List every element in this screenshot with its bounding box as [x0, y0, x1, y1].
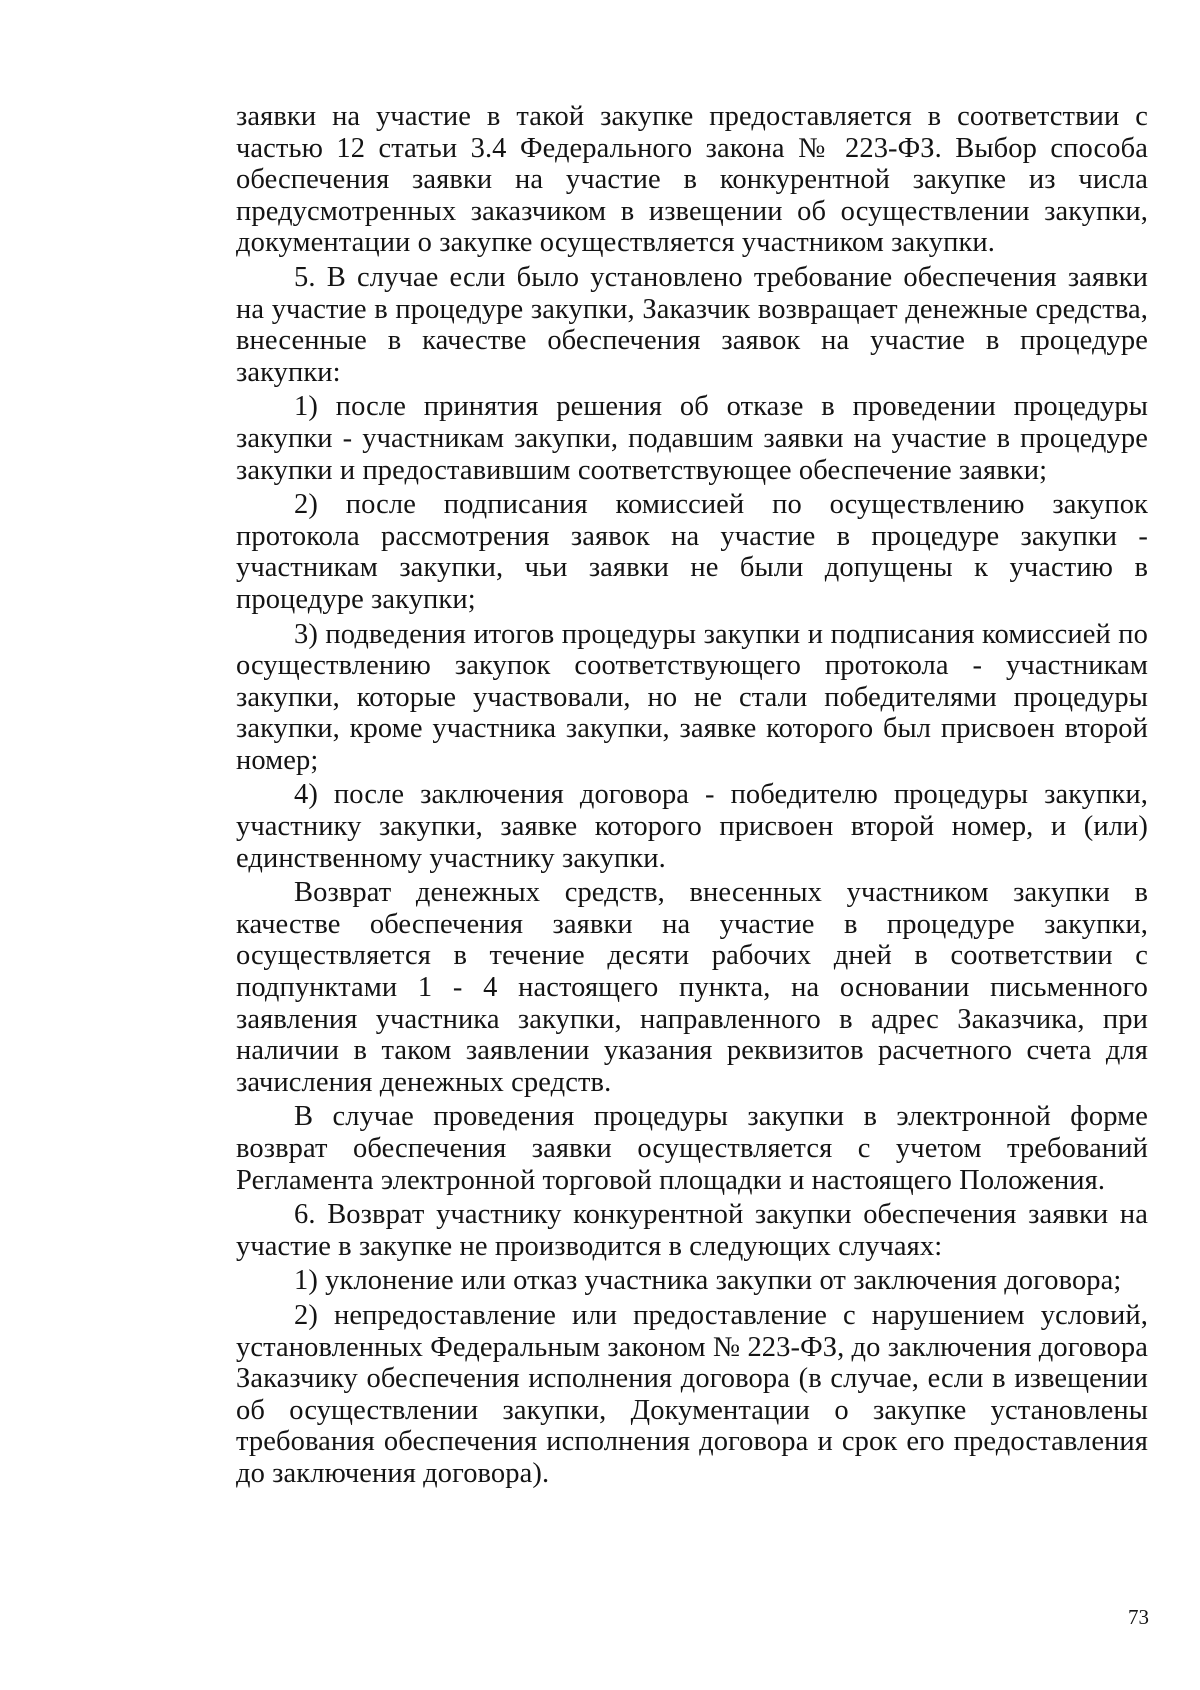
paragraph-subitem-5-2: 2) после подписания комиссией по осуществлению закупок протокола рассмотрения заявок на участие в процедуре закупки - участникам закупки, чьи заявки не были допущены к участию в процедуре закупки;	[236, 489, 1148, 615]
page-number: 73	[1128, 1605, 1149, 1629]
paragraph-continuation: заявки на участие в такой закупке предоставляется в соответствии с частью 12 статьи 3.4 Федерального закона № 223-ФЗ. Выбор способа обеспечения заявки на участие в конкурентной закупке из числа предусмотренных заказчиком в извещении об осуществлении закупки, документации о закупке осуществляется участником закупки.	[236, 101, 1148, 259]
paragraph-subitem-5-1: 1) после принятия решения об отказе в проведении процедуры закупки - участникам закупки, подавшим заявки на участие в процедуре закупки и предоставившим соответствующее обеспечение заявки;	[236, 391, 1148, 486]
paragraph-item-6: 6. Возврат участнику конкурентной закупки обеспечения заявки на участие в закупке не производится в следующих случаях:	[236, 1199, 1148, 1262]
paragraph-item-5: 5. В случае если было установлено требование обеспечения заявки на участие в процедуре закупки, Заказчик возвращает денежные средства, внесенные в качестве обеспечения заявок на участие в процедуре закупки:	[236, 261, 1148, 388]
paragraph-refund-terms: Возврат денежных средств, внесенных участником закупки в качестве обеспечения заявки на участие в процедуре закупки, осуществляется в течение десяти рабочих дней в соответствии с подпунктами 1 - 4 настоящего пункта, на основании письменного заявления участника закупки, направленного в адрес Заказчика, при наличии в таком заявлении указания реквизитов расчетного счета для зачисления денежных средств.	[236, 877, 1148, 1098]
paragraph-subitem-6-1: 1) уклонение или отказ участника закупки от заключения договора;	[294, 1265, 1122, 1297]
paragraph-subitem-5-4: 4) после заключения договора - победителю процедуры закупки, участнику закупки, заявке которого присвоен второй номер, и (или) единственному участнику закупки.	[236, 779, 1148, 874]
paragraph-subitem-5-3: 3) подведения итогов процедуры закупки и подписания комиссией по осуществлению закупок соответствующего протокола - участникам закупки, которые участвовали, но не стали победителями процедуры закупки, кроме участника закупки, заявке которого был присвоен второй номер;	[236, 618, 1148, 776]
document-body	[236, 101, 1148, 1493]
paragraph-electronic-form: В случае проведения процедуры закупки в электронной форме возврат обеспечения заявки осуществляется с учетом требований Регламента электронной торговой площадки и настоящего Положения.	[236, 1101, 1148, 1196]
paragraph-subitem-6-2: 2) непредоставление или предоставление с нарушением условий, установленных Федеральным законом № 223-ФЗ, до заключения договора Заказчику обеспечения исполнения договора (в случае, если в извещении об осуществлении закупки, Документации о закупке установлены требования обеспечения исполнения договора и срок его предоставления до заключения договора).	[236, 1299, 1148, 1489]
